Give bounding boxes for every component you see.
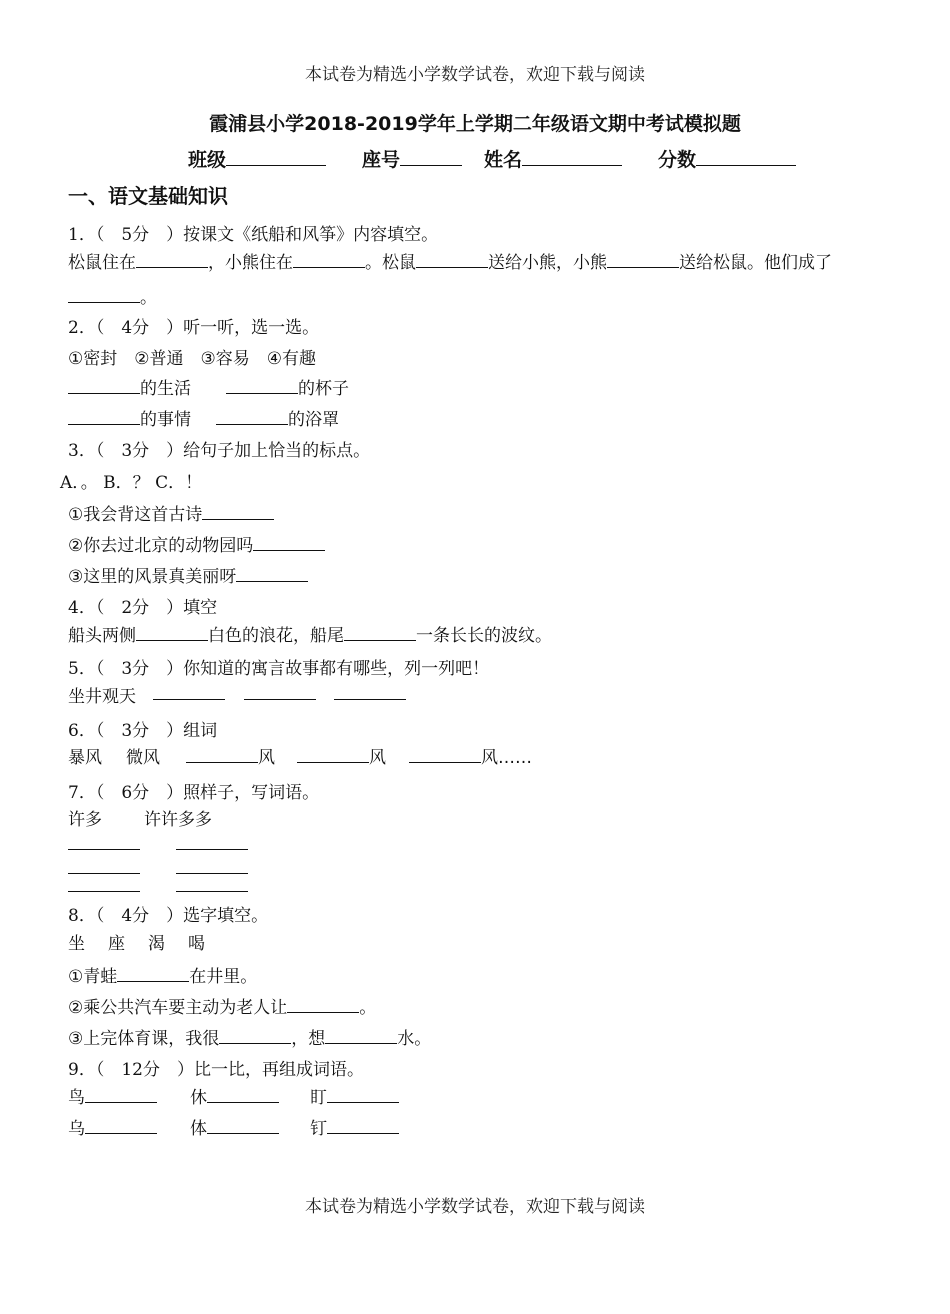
q2-row-1 (68, 374, 191, 399)
q5-example: 坐井观天 (68, 687, 136, 707)
name-blank[interactable] (522, 148, 622, 166)
name-field[interactable] (484, 145, 622, 172)
q7-heading: 7．（ 6分 ）照样子，写词语。 (68, 783, 320, 803)
class-label: 班级 (188, 149, 227, 171)
q8-blank-1[interactable] (117, 964, 189, 982)
q2-options: ①密封 ②普通 ③容易 ④有趣 (68, 349, 316, 369)
q1-blank-4[interactable] (607, 250, 679, 268)
q9-char-1: 鸟 (68, 1088, 85, 1108)
header-note: 本试卷为精选小学数学试卷，欢迎下载与阅读 (305, 65, 645, 85)
q9-blank-6[interactable] (327, 1116, 399, 1134)
q9-blank-2[interactable] (207, 1085, 279, 1103)
q1-end: 。 (140, 288, 157, 308)
q8-item-3-text: ③上完体育课，我很 (68, 1029, 220, 1049)
q3-item-1-text: ①我会背这首古诗 (68, 505, 203, 525)
q7-example-1: 许多 (68, 810, 102, 830)
q9-item-2 (190, 1083, 279, 1108)
q8-blank-4[interactable] (325, 1026, 397, 1044)
q9-blank-3[interactable] (327, 1085, 399, 1103)
q3-heading: 3．（ 3分 ）给句子加上恰当的标点。 (68, 441, 371, 461)
q9-heading: 9．（ 12分 ）比一比，再组成词语。 (68, 1060, 364, 1080)
q1-text-5: 送给松鼠。他们成了 (679, 253, 832, 273)
class-field[interactable] (188, 145, 326, 172)
q1-blank-2[interactable] (293, 250, 365, 268)
q8-char-4: 喝 (188, 934, 205, 954)
score-field[interactable] (658, 145, 796, 172)
q3-blank-3[interactable] (236, 564, 308, 582)
q5-blank-1[interactable] (153, 682, 225, 700)
q6-suffix-3: 风 (481, 748, 498, 768)
q8-char-3: 渴 (148, 934, 165, 954)
q8-item-1-text: ①青蛙 (68, 967, 118, 987)
q9-item-4 (68, 1114, 157, 1139)
q7-blank-4[interactable] (176, 856, 248, 874)
q4-blank-2[interactable] (344, 623, 416, 641)
q7-blank-3[interactable] (68, 856, 140, 874)
q2-blank-1[interactable] (68, 376, 140, 394)
q9-char-2: 休 (190, 1088, 207, 1108)
q9-item-1 (68, 1083, 157, 1108)
q3-blank-2[interactable] (253, 533, 325, 551)
q5-blank-2[interactable] (244, 682, 316, 700)
q1-blank-5[interactable] (68, 285, 140, 303)
q1-blank-3[interactable] (416, 250, 488, 268)
q8-item-3-mid: ，想 (291, 1029, 326, 1049)
q9-item-3 (310, 1083, 399, 1108)
q9-char-4: 乌 (68, 1119, 85, 1139)
q4-heading: 4．（ 2分 ）填空 (68, 598, 218, 618)
q6-blank-3[interactable] (409, 745, 481, 763)
q4-text-2: 白色的浪花，船尾 (208, 626, 344, 646)
q8-item-2-text: ②乘公共汽车要主动为老人让 (68, 998, 288, 1018)
q3-item-3 (68, 562, 308, 587)
class-blank[interactable] (226, 148, 326, 166)
q9-blank-5[interactable] (207, 1116, 279, 1134)
q1-text-2: ，小熊住在 (208, 253, 293, 273)
q6-suffix-2: 风 (369, 748, 386, 768)
q3-item-2-text: ②你去过北京的动物园吗 (68, 536, 254, 556)
q1-text-3: 。松鼠 (365, 253, 416, 273)
q6-item-3 (409, 743, 532, 768)
q8-blank-3[interactable] (219, 1026, 291, 1044)
q2-blank-4[interactable] (216, 407, 288, 425)
q4-line (68, 621, 552, 646)
q5-blank-3[interactable] (334, 682, 406, 700)
q6-example-1: 暴风 (68, 748, 102, 768)
q1-line (68, 248, 832, 273)
section-title: 一、语文基础知识 (68, 184, 228, 208)
q6-ellipsis: …… (498, 748, 532, 768)
q6-heading: 6．（ 3分 ）组词 (68, 721, 218, 741)
q9-char-6: 钉 (310, 1119, 327, 1139)
q7-blank-5[interactable] (68, 874, 140, 892)
q1-line-2 (68, 283, 157, 308)
q8-char-2: 座 (108, 934, 125, 954)
q6-suffix-1: 风 (258, 748, 275, 768)
q2-text-3: 的事情 (140, 410, 191, 430)
q2-heading: 2．（ 4分 ）听一听，选一选。 (68, 318, 320, 338)
q9-item-6 (310, 1114, 399, 1139)
q2-text-4: 的浴罩 (288, 410, 339, 430)
q6-item-2 (297, 743, 386, 768)
seat-label: 座号 (362, 149, 401, 171)
seat-field[interactable] (362, 145, 462, 172)
q6-example-2: 微风 (126, 748, 160, 768)
q6-item-1 (186, 743, 275, 768)
q6-blank-2[interactable] (297, 745, 369, 763)
q3-options: A．。 B．？ C．！ (60, 473, 203, 493)
q2-row-2b (216, 405, 339, 430)
q8-item-3 (68, 1024, 431, 1049)
q2-row-2 (68, 405, 191, 430)
q9-item-5 (190, 1114, 279, 1139)
seat-blank[interactable] (400, 148, 462, 166)
q1-text-4: 送给小熊，小熊 (488, 253, 607, 273)
q8-char-1: 坐 (68, 934, 85, 954)
q8-blank-2[interactable] (287, 995, 359, 1013)
q5-line (68, 682, 136, 707)
q2-blank-2[interactable] (226, 376, 298, 394)
q8-item-2-end: 。 (359, 998, 377, 1018)
q8-item-1-end: 在井里。 (189, 967, 258, 987)
score-blank[interactable] (696, 148, 796, 166)
q5-heading: 5．（ 3分 ）你知道的寓言故事都有哪些，列一列吧！ (68, 659, 490, 679)
q1-blank-1[interactable] (136, 250, 208, 268)
q8-item-3-end: 水。 (397, 1029, 432, 1049)
q9-char-3: 盯 (310, 1088, 327, 1108)
q2-text-1: 的生活 (140, 379, 191, 399)
q4-blank-1[interactable] (136, 623, 208, 641)
q8-heading: 8．（ 4分 ）选字填空。 (68, 906, 269, 926)
q1-heading: 1．（ 5分 ）按课文《纸船和风筝》内容填空。 (68, 225, 439, 245)
q8-item-1 (68, 962, 257, 987)
q9-blank-4[interactable] (85, 1116, 157, 1134)
q3-item-1 (68, 500, 274, 525)
name-label: 姓名 (484, 149, 523, 171)
q2-text-2: 的杯子 (298, 379, 349, 399)
q9-blank-1[interactable] (85, 1085, 157, 1103)
q7-blank-1[interactable] (68, 832, 140, 850)
q8-item-2 (68, 993, 376, 1018)
footer-note: 本试卷为精选小学数学试卷，欢迎下载与阅读 (305, 1197, 645, 1217)
q6-blank-1[interactable] (186, 745, 258, 763)
q1-text-1: 松鼠住在 (68, 253, 136, 273)
q7-example-2: 许许多多 (144, 810, 212, 830)
q2-blank-3[interactable] (68, 407, 140, 425)
q3-blank-1[interactable] (202, 502, 274, 520)
q3-item-3-text: ③这里的风景真美丽呀 (68, 567, 237, 587)
q4-text-1: 船头两侧 (68, 626, 136, 646)
q4-text-3: 一条长长的波纹。 (416, 626, 552, 646)
q7-blank-2[interactable] (176, 832, 248, 850)
q7-blank-6[interactable] (176, 874, 248, 892)
exam-title: 霞浦县小学2018-2019学年上学期二年级语文期中考试模拟题 (209, 113, 741, 135)
q3-item-2 (68, 531, 325, 556)
q2-row-1b (226, 374, 349, 399)
score-label: 分数 (658, 149, 697, 171)
q9-char-5: 体 (190, 1119, 207, 1139)
